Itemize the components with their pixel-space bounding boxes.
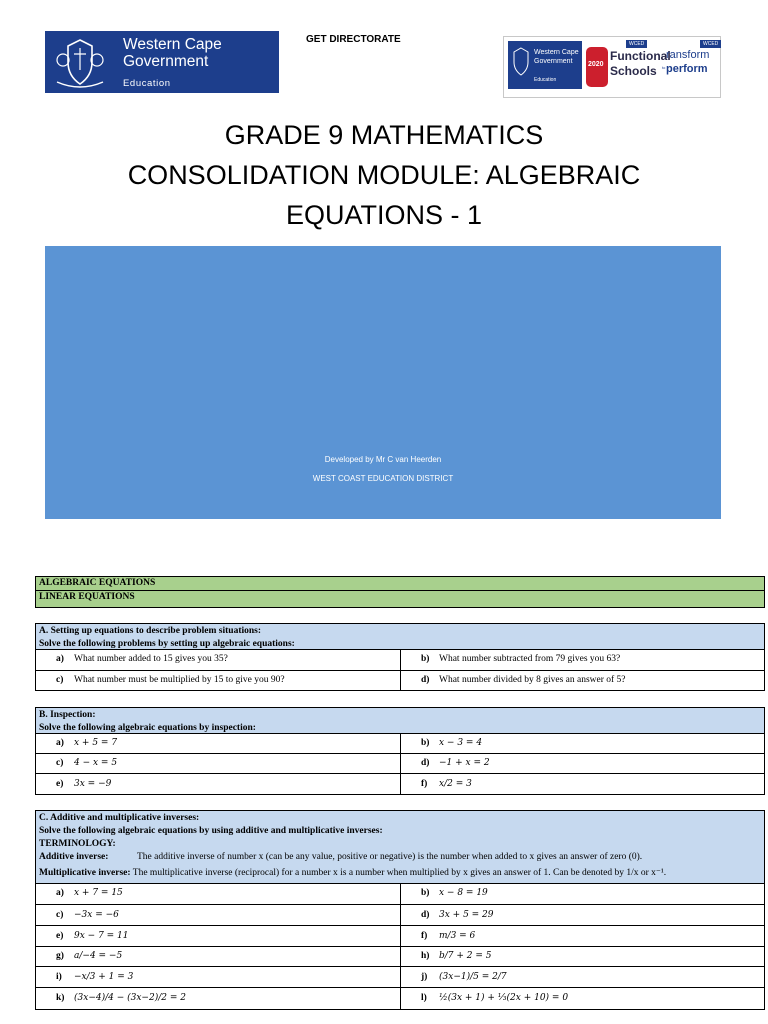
transform-text: ransform: [666, 49, 710, 61]
equation-label: b): [421, 888, 430, 898]
equation-text: (3x−1)/5 = 2/7: [439, 972, 507, 982]
section-c-header: [35, 810, 765, 884]
equation-cell: [36, 947, 400, 966]
banner-functional-schools: [586, 41, 671, 89]
section-b-instruction: Solve the following algebraic equations by inspection:: [39, 723, 256, 733]
section-a-row-2: [35, 670, 765, 691]
section-b-header: [35, 707, 765, 734]
question-label: c): [56, 675, 64, 685]
equation-label: a): [56, 738, 64, 748]
equation-text: x − 8 = 19: [439, 888, 488, 898]
equation-text: −x/3 + 1 = 3: [74, 972, 134, 982]
equation-cell: [36, 734, 400, 753]
equation-text: m/3 = 6: [439, 931, 476, 941]
functional-text: Functional: [610, 49, 671, 63]
district-name: WEST COAST EDUCATION DISTRICT: [312, 474, 454, 483]
equation-text: 9x − 7 = 11: [74, 931, 129, 941]
terminology-heading: TERMINOLOGY:: [39, 839, 116, 849]
wced-tag: WCED: [626, 40, 647, 48]
question-label: a): [56, 654, 64, 664]
equation-text: −1 + x = 2: [439, 758, 490, 768]
equation-label: c): [56, 910, 64, 920]
logo-line-1: Western Cape: [123, 36, 222, 53]
question-label: b): [421, 654, 430, 664]
equation-text: (3x−4)/4 − (3x−2)/2 = 2: [74, 993, 186, 1003]
section-b-heading: B. Inspection:: [39, 710, 96, 720]
banner-wcg-line-1: Western Cape: [534, 49, 579, 56]
multiplicative-inverse-text: The multiplicative inverse (reciprocal) for a number x is a number when multiplied by x gives an answer of 1. Can be denoted by 1/x or x⁻¹.: [132, 868, 667, 878]
equation-cell: [36, 967, 400, 987]
equation-label: j): [421, 972, 428, 982]
equation-label: b): [421, 738, 430, 748]
section-c-row-4: [35, 946, 765, 967]
equation-cell: [400, 754, 764, 773]
coat-of-arms-small-icon: [510, 45, 532, 79]
section-c-row-3: [35, 925, 765, 947]
equation-text: b/7 + 2 = 5: [439, 951, 492, 961]
question-cell: [400, 671, 764, 690]
equation-label: f): [421, 931, 428, 941]
equation-label: a): [56, 888, 64, 898]
question-cell: [400, 650, 764, 670]
equation-text: 4 − x = 5: [74, 758, 118, 768]
equation-text: 3x = −9: [74, 779, 112, 789]
equation-text: ½(3x + 1) + ⅓(2x + 10) = 0: [439, 993, 569, 1003]
wced-tag-2: WCED: [700, 40, 721, 48]
question-text: What number subtracted from 79 gives you 63?: [439, 654, 621, 664]
equation-cell: [36, 754, 400, 773]
question-text: What number must be multiplied by 15 to give you 90?: [74, 675, 285, 685]
equation-cell: [400, 884, 764, 904]
perform-text: perform: [666, 63, 708, 75]
equation-label: f): [421, 779, 428, 789]
section-c-row-2: [35, 904, 765, 926]
additive-inverse-definition: [36, 851, 764, 864]
section-c-row-5: [35, 966, 765, 988]
multiplicative-inverse-definition: [36, 867, 764, 880]
section-c-heading: C. Additive and multiplicative inverses:: [39, 813, 200, 823]
banner-transform-perform: [662, 41, 719, 89]
equation-label: h): [421, 951, 430, 961]
equation-text: 3x + 5 = 29: [439, 910, 494, 920]
developer-credit: Developed by Mr C van Heerden: [324, 455, 442, 464]
equation-cell: [400, 905, 764, 925]
equation-label: k): [56, 993, 65, 1003]
cover-panel: [45, 246, 721, 519]
section-b-row-2: [35, 753, 765, 774]
title-line-2: CONSOLIDATION MODULE: ALGEBRAIC: [127, 160, 641, 190]
functional-schools-banner: [503, 36, 721, 98]
topic-main: ALGEBRAIC EQUATIONS: [35, 576, 765, 591]
year-text: 2020: [588, 61, 604, 68]
section-b-row-1: [35, 734, 765, 754]
additive-inverse-text: The additive inverse of number x (can be any value, positive or negative) is the number when added to x gives an answer of zero (0).: [137, 852, 643, 862]
equation-label: e): [56, 931, 64, 941]
coat-of-arms-icon: [51, 36, 109, 90]
banner-wcg-line-2: Government: [534, 58, 573, 65]
equation-cell: [36, 774, 400, 794]
equation-label: l): [421, 993, 427, 1003]
section-c-instruction: Solve the following algebraic equations by using additive and multiplicative inverses:: [39, 826, 383, 836]
question-text: What number added to 15 gives you 35?: [74, 654, 228, 664]
question-cell: [36, 650, 400, 670]
wcg-logo: [45, 31, 279, 93]
banner-wcg-line-3: Education: [534, 77, 557, 83]
multiplicative-inverse-label: Multiplicative inverse:: [39, 868, 131, 878]
equation-cell: [36, 884, 400, 904]
schools-text: Schools: [610, 64, 657, 78]
equation-text: x + 5 = 7: [74, 738, 118, 748]
equation-text: x + 7 = 15: [74, 888, 123, 898]
section-c-row-1: [35, 884, 765, 905]
question-cell: [36, 671, 400, 690]
equation-label: c): [56, 758, 64, 768]
directorate-label: GET DIRECTORATE: [306, 34, 401, 45]
year-badge: [586, 47, 608, 87]
equation-label: e): [56, 779, 64, 789]
equation-text: x − 3 = 4: [439, 738, 483, 748]
section-b-row-3: [35, 773, 765, 795]
question-label: d): [421, 675, 430, 685]
title-line-1: GRADE 9 MATHEMATICS: [224, 120, 544, 150]
question-text: What number divided by 8 gives an answer of 5?: [439, 675, 626, 685]
topic-sub: LINEAR EQUATIONS: [35, 591, 765, 608]
section-a-instruction: Solve the following problems by setting up algebraic equations:: [39, 639, 295, 649]
banner-wcg-text: [534, 48, 579, 66]
equation-cell: [400, 988, 764, 1009]
equation-text: a/−4 = −5: [74, 951, 123, 961]
equation-label: d): [421, 910, 430, 920]
equation-label: g): [56, 951, 64, 961]
equation-label: d): [421, 758, 430, 768]
additive-inverse-label: Additive inverse:: [39, 852, 109, 862]
title-line-3: EQUATIONS - 1: [285, 200, 483, 230]
banner-wcg-logo: [508, 41, 582, 89]
section-a-header: [35, 623, 765, 650]
logo-line-3: Education: [123, 78, 171, 89]
equation-cell: [36, 988, 400, 1009]
logo-line-2: Government: [123, 53, 209, 70]
equation-cell: [400, 926, 764, 946]
section-c-row-6: [35, 987, 765, 1010]
equation-cell: [36, 926, 400, 946]
equation-cell: [400, 734, 764, 753]
equation-text: x/2 = 3: [439, 779, 472, 789]
equation-cell: [400, 947, 764, 966]
equation-cell: [400, 774, 764, 794]
to-text: to: [662, 65, 666, 70]
equation-text: −3x = −6: [74, 910, 119, 920]
equation-label: i): [56, 972, 62, 982]
equation-cell: [400, 967, 764, 987]
section-a-row-1: [35, 650, 765, 671]
section-a-heading: A. Setting up equations to describe problem situations:: [39, 626, 262, 636]
equation-cell: [36, 905, 400, 925]
